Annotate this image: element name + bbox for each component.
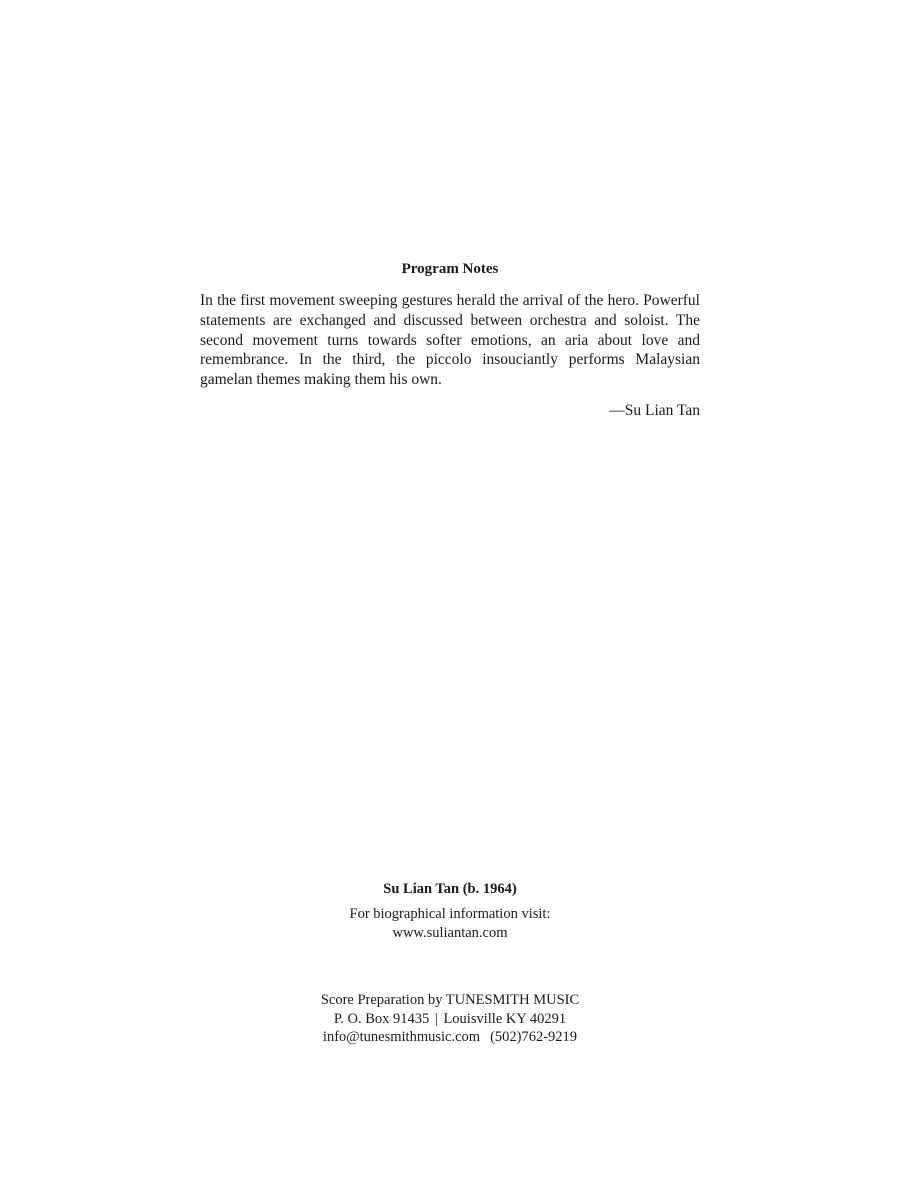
program-notes-signature: —Su Lian Tan	[609, 401, 700, 419]
program-notes-section	[200, 259, 700, 421]
address-separator: |	[434, 1010, 438, 1027]
program-notes-title: Program Notes	[401, 261, 499, 277]
program-notes-body: In the first movement sweeping gestures herald the arrival of the hero. Powerful statements are exchanged and discussed between orchestra and soloist. The second movement turns towards softer emotions, an aria about love and remembrance. In the third, the piccolo insouciantly performs Malaysian gamelan themes making them his own.	[200, 292, 700, 389]
publisher-contact	[0, 1028, 900, 1047]
bio-prompt: For biographical information visit:	[349, 906, 551, 922]
publisher-email: info@tunesmithmusic.com	[322, 1029, 481, 1045]
composer-name: Su Lian Tan (b. 1964)	[383, 881, 517, 897]
composer-section	[0, 879, 900, 943]
city-state-zip: Louisville KY 40291	[443, 1010, 567, 1027]
composer-website: www.suliantan.com	[392, 925, 508, 941]
score-preparation-section	[0, 991, 900, 1047]
publisher-address	[0, 1010, 900, 1029]
po-box: P. O. Box 91435	[333, 1010, 430, 1027]
publisher-phone: (502)762-9219	[490, 1029, 578, 1045]
score-prep-credit: Score Preparation by TUNESMITH MUSIC	[320, 992, 580, 1008]
